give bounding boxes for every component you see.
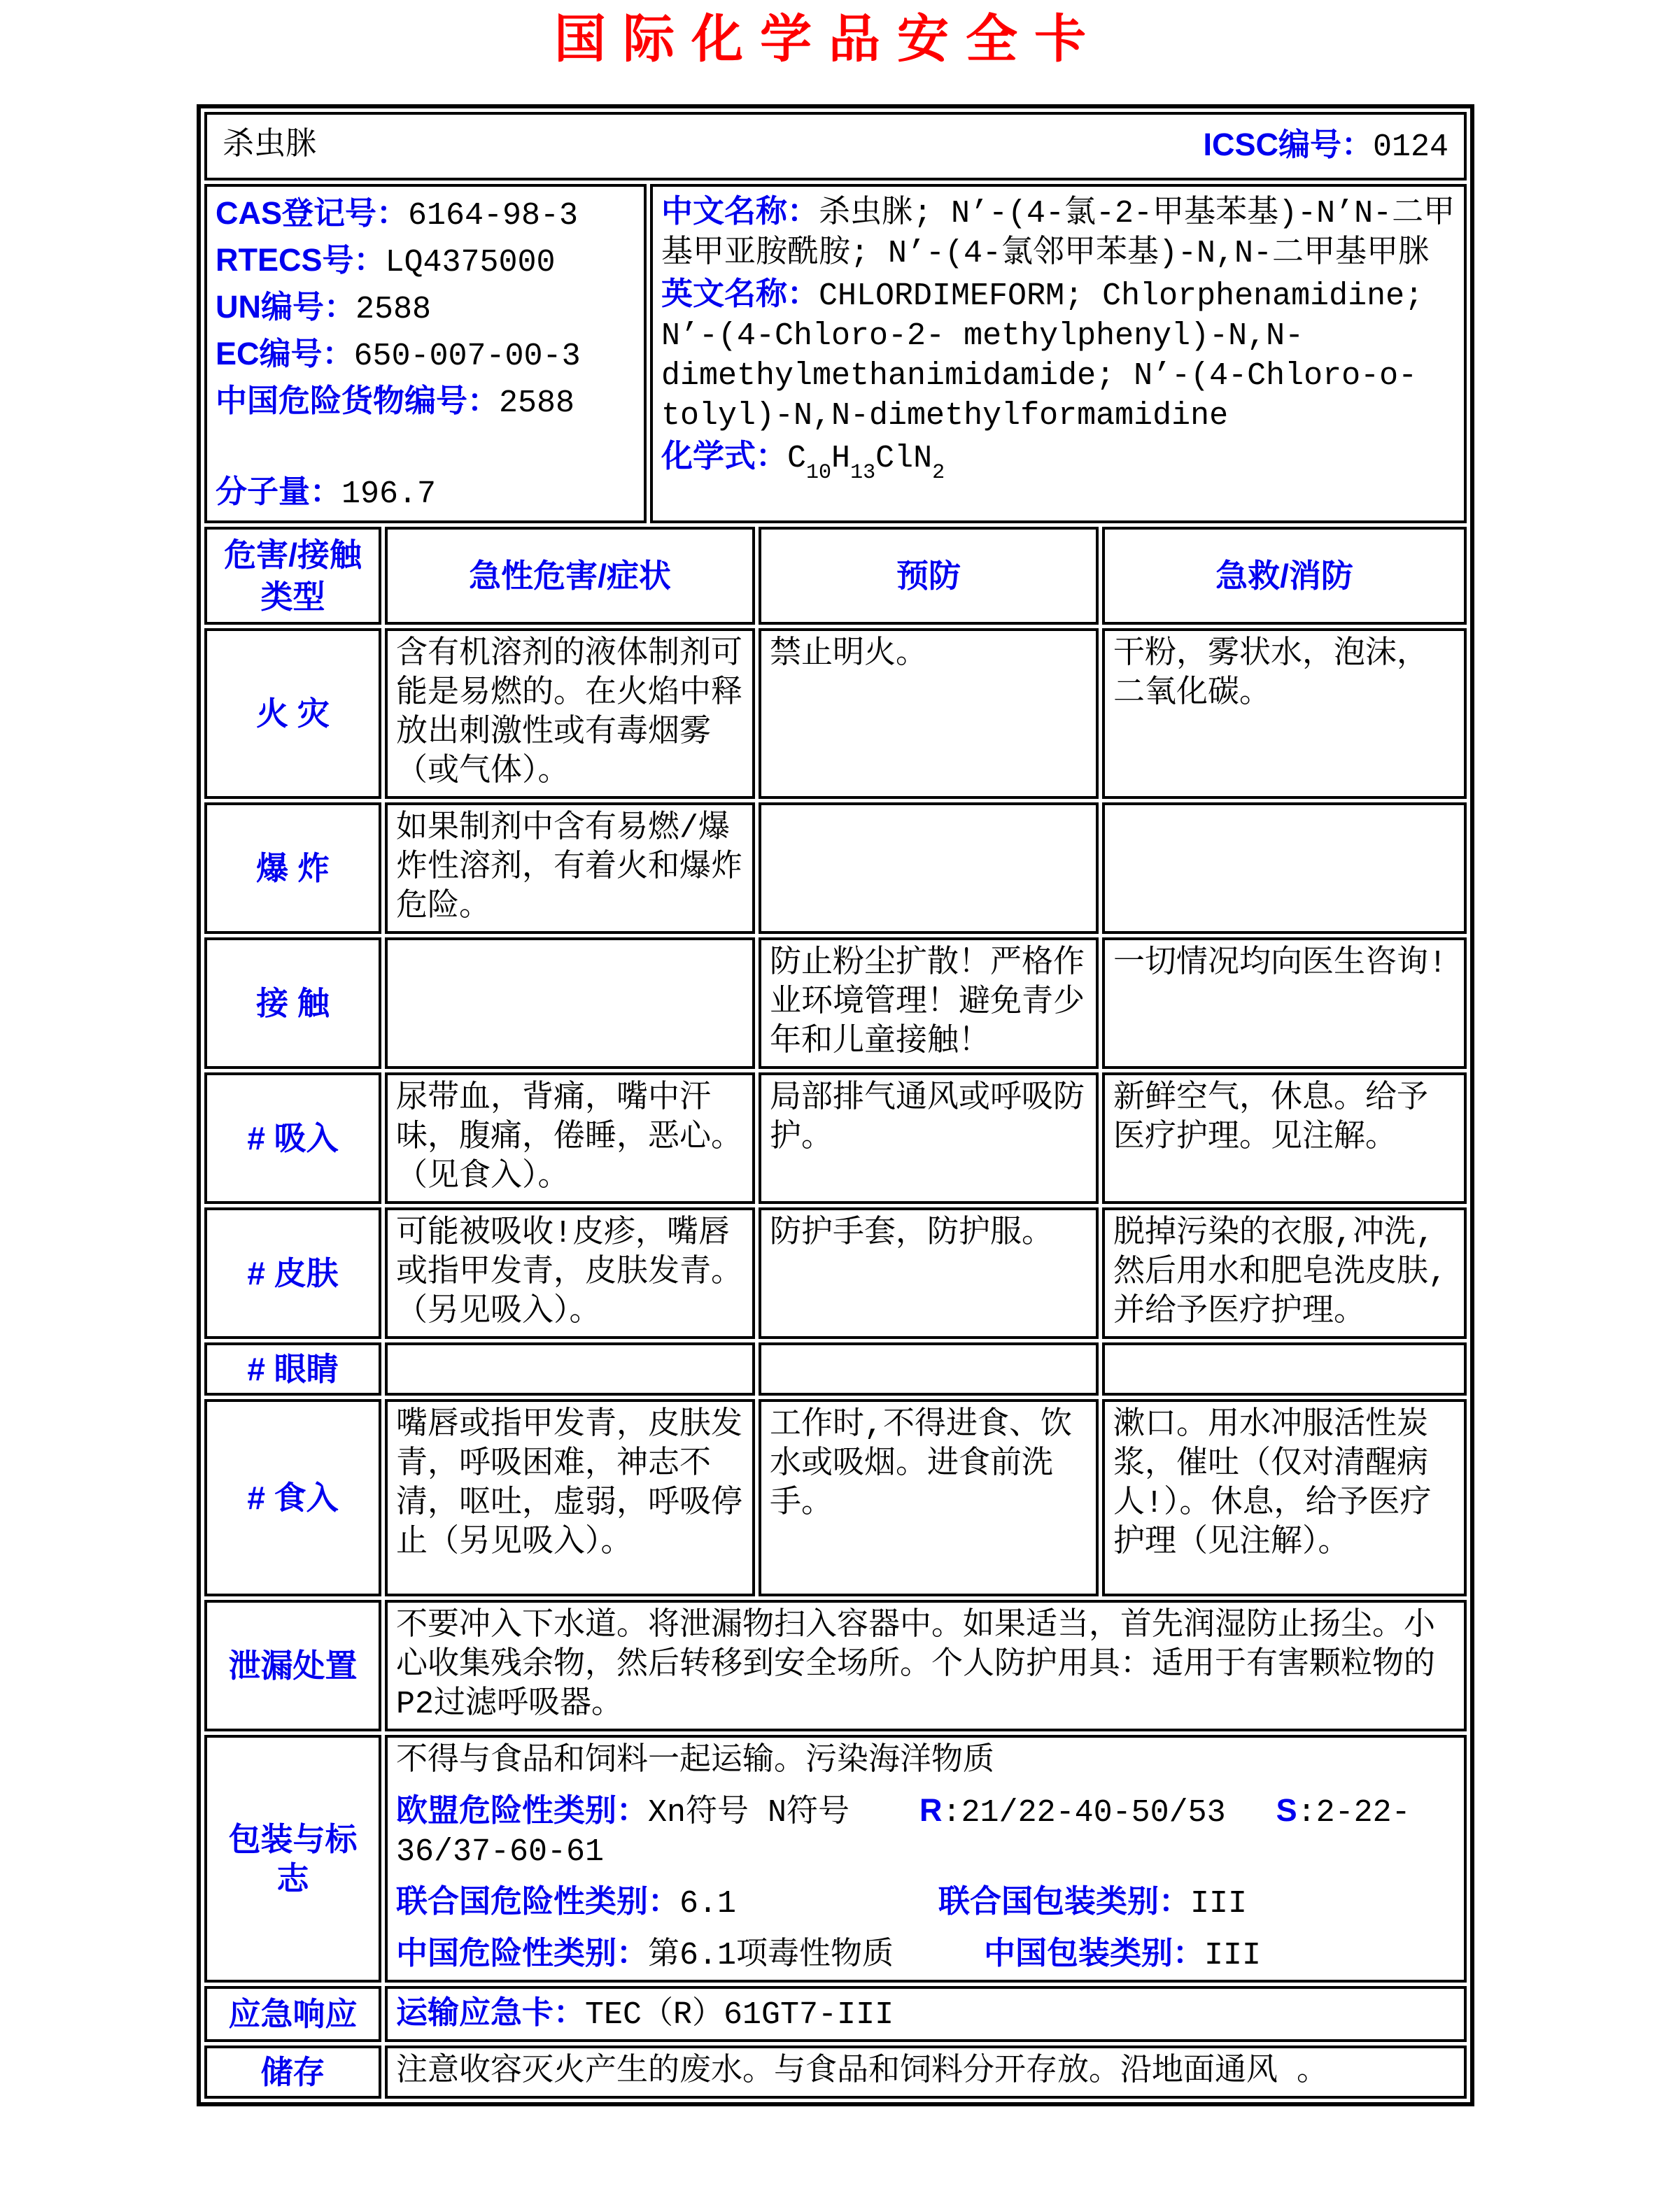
row-label-exposure: 接 触 <box>204 937 381 1069</box>
cn-dangerous-goods-line <box>216 378 635 425</box>
ec-label: EC编号： <box>216 336 354 372</box>
hazard-row-explosion <box>204 802 1467 934</box>
formula-value: $C_{10}H_{13}ClN_2$ <box>787 441 945 485</box>
english-name-value: CHLORDIMEFORM; Chlorphenamidine; N’-(4-Chloro-2- methylphenyl)-N,N-dimethylmethanimidamide; N’-(4-Chloro-o-tolyl)-N,N-dimethylformamidine <box>661 278 1424 434</box>
transport-emergency-card-label: 运输应急卡： <box>396 1994 586 2031</box>
ingestion-aid-cell: 漱口。用水冲服活性炭浆，催吐（仅对清醒病人!）。休息，给予医疗护理（见注解）。 <box>1102 1399 1467 1596</box>
icsc-card-table <box>197 104 1474 2106</box>
hazard-row-eyes <box>204 1342 1467 1396</box>
hazard-row-ingestion <box>204 1399 1467 1596</box>
identifiers-row <box>204 184 1467 523</box>
cn-packing-group-label: 中国包装类别： <box>984 1935 1205 1971</box>
fire-acute-cell: 含有机溶剂的液体制剂可能是易燃的。在火焰中释放出刺激性或有毒烟雾（或气体）。 <box>385 628 755 799</box>
row-label-skin: # 皮肤 <box>204 1207 381 1339</box>
fire-aid-cell: 干粉，雾状水，泡沫，二氧化碳。 <box>1102 628 1467 799</box>
hazard-row-inhalation <box>204 1072 1467 1204</box>
formula-label: 化学式： <box>661 438 788 474</box>
packaging-labelling-row <box>204 1735 1467 1983</box>
row-label-ingestion: # 食入 <box>204 1399 381 1596</box>
row-label-packaging: 包装与标志 <box>204 1735 381 1983</box>
packaging-cell <box>385 1735 1467 1983</box>
exposure-aid-cell: 一切情况均向医生咨询! <box>1102 937 1467 1069</box>
row-label-fire: 火 灾 <box>204 628 381 799</box>
explosion-acute-cell: 如果制剂中含有易燃/爆炸性溶剂，有着火和爆炸危险。 <box>385 802 755 934</box>
un-packing-group-label: 联合国包装类别： <box>938 1883 1191 1920</box>
un-label: UN编号： <box>216 289 355 325</box>
un-class-line <box>396 1882 1455 1924</box>
hazard-header-row <box>204 527 1467 625</box>
rtecs-value: LQ4375000 <box>385 245 556 281</box>
icsc-number-label: ICSC编号： <box>1203 127 1374 163</box>
row-label-explosion: 爆 炸 <box>204 802 381 934</box>
s-phrases-label: S <box>1276 1792 1297 1829</box>
icsc-number-value: 0124 <box>1373 129 1449 166</box>
transport-emergency-card-value: TEC（R）61GT7-III <box>585 1997 894 2034</box>
names-cell <box>650 184 1467 523</box>
cn-packing-group-value: III <box>1204 1938 1262 1974</box>
skin-aid-cell: 脱掉污染的衣服,冲洗,然后用水和肥皂洗皮肤,并给予医疗护理。 <box>1102 1207 1467 1339</box>
explosion-aid-cell <box>1102 802 1467 934</box>
explosion-prevention-cell <box>759 802 1099 934</box>
un-value: 2588 <box>355 292 432 328</box>
r-phrases-value: :21/22-40-50/53 <box>942 1795 1226 1831</box>
un-number-line <box>216 285 635 332</box>
spill-disposal-row <box>204 1600 1467 1731</box>
page-title: 国际化学品安全卡 <box>554 9 1103 69</box>
un-hazard-class-group <box>396 1882 938 1924</box>
substance-name: 杀虫脒 <box>223 128 318 164</box>
hazard-row-skin <box>204 1207 1467 1339</box>
cn-hazard-class-value: 第6.1项毒性物质 <box>648 1938 894 1974</box>
cas-label: CAS登记号： <box>216 195 409 232</box>
emergency-response-cell <box>385 1986 1467 2042</box>
spill-disposal-cell: 不要冲入下水道。将泄漏物扫入容器中。如果适当，首先润湿防止扬尘。小心收集残余物，然后转移到安全场所。个人防护用具：适用于有害颗粒物的P2过滤呼吸器。 <box>385 1600 1467 1731</box>
un-packing-group-value: III <box>1190 1886 1248 1922</box>
skin-acute-cell: 可能被吸收!皮疹，嘴唇或指甲发青，皮肤发青。（另见吸入）。 <box>385 1207 755 1339</box>
icsc-number <box>1204 125 1449 167</box>
hazard-row-fire <box>204 628 1467 799</box>
identifiers-cell <box>204 184 647 523</box>
row-label-storage: 储存 <box>204 2046 381 2099</box>
eyes-prevention-cell <box>759 1342 1099 1396</box>
header-prevention: 预防 <box>759 527 1099 625</box>
rtecs-number-line <box>216 238 635 285</box>
card-header-row <box>204 112 1467 180</box>
ec-value: 650-007-00-3 <box>353 339 581 375</box>
row-label-spill-disposal: 泄漏处置 <box>204 1600 381 1731</box>
chinese-name-value: 杀虫脒; N’-(4-氯-2-甲基苯基)-N’N-二甲基甲亚胺酰胺; N’-(4-氯邻甲苯基)-N,N-二甲基甲脒 <box>661 196 1455 272</box>
cas-value: 6164-98-3 <box>408 198 579 234</box>
inhalation-acute-cell: 尿带血，背痛，嘴中汗味，腹痛，倦睡，恶心。（见食入）。 <box>385 1072 755 1204</box>
header-hazard-type: 危害/接触 类型 <box>204 527 381 625</box>
fire-prevention-cell: 禁止明火。 <box>759 628 1099 799</box>
spacer <box>216 425 635 469</box>
eu-hazard-class-label: 欧盟危险性类别： <box>396 1792 649 1829</box>
exposure-acute-cell <box>385 937 755 1069</box>
formula-paragraph <box>661 436 1455 493</box>
hazard-row-exposure <box>204 937 1467 1069</box>
ingestion-prevention-cell: 工作时,不得进食、饮水或吸烟。进食前洗手。 <box>759 1399 1099 1596</box>
cn-hazard-class-label: 中国危险性类别： <box>396 1935 649 1971</box>
cn-dangerous-goods-label: 中国危险货物编号： <box>216 383 500 419</box>
inhalation-prevention-cell: 局部排气通风或呼吸防护。 <box>759 1072 1099 1204</box>
storage-cell: 注意收容灭火产生的废水。与食品和饲料分开存放。沿地面通风 。 <box>385 2046 1467 2099</box>
eu-hazard-class-value: Xn符号 N符号 <box>648 1795 850 1831</box>
cn-hazard-class-group <box>396 1934 984 1976</box>
storage-row <box>204 2046 1467 2099</box>
rtecs-label: RTECS号： <box>216 242 386 278</box>
un-hazard-class-label: 联合国危险性类别： <box>396 1883 680 1920</box>
skin-prevention-cell: 防护手套，防护服。 <box>759 1207 1099 1339</box>
s-phrases-value: :2-22-36/37-60-61 <box>396 1795 1411 1871</box>
molecular-weight-value: 196.7 <box>341 476 437 513</box>
eyes-aid-cell <box>1102 1342 1467 1396</box>
emergency-response-row <box>204 1986 1467 2042</box>
cn-dangerous-goods-value: 2588 <box>499 385 575 422</box>
eyes-acute-cell <box>385 1342 755 1396</box>
chinese-name-paragraph <box>661 191 1455 274</box>
ec-number-line <box>216 332 635 378</box>
eu-hazard-class-line <box>396 1791 1455 1872</box>
cas-number-line <box>216 191 635 238</box>
molecular-weight-line <box>216 469 635 516</box>
un-hazard-class-value: 6.1 <box>679 1886 737 1922</box>
chinese-name-label: 中文名称： <box>661 193 819 229</box>
header-first-aid: 急救/消防 <box>1102 527 1467 625</box>
molecular-weight-label: 分子量： <box>216 474 342 510</box>
english-name-label: 英文名称： <box>661 276 819 312</box>
ingestion-acute-cell: 嘴唇或指甲发青，皮肤发青，呼吸困难，神志不清，呕吐，虚弱，呼吸停止（另见吸入）。 <box>385 1399 755 1596</box>
cn-class-line <box>396 1934 1455 1976</box>
exposure-prevention-cell: 防止粉尘扩散！严格作业环境管理！避免青少年和儿童接触！ <box>759 937 1099 1069</box>
row-label-inhalation: # 吸入 <box>204 1072 381 1204</box>
row-label-emergency: 应急响应 <box>204 1986 381 2042</box>
packaging-transport-note: 不得与食品和饲料一起运输。污染海洋物质 <box>396 1743 995 1780</box>
r-phrases-label: R <box>919 1792 943 1829</box>
card-header-cell <box>204 112 1467 180</box>
english-name-paragraph <box>661 274 1455 436</box>
inhalation-aid-cell: 新鲜空气，休息。给予医疗护理。见注解。 <box>1102 1072 1467 1204</box>
header-acute-hazards: 急性危害/症状 <box>385 527 755 625</box>
row-label-eyes: # 眼睛 <box>204 1342 381 1396</box>
